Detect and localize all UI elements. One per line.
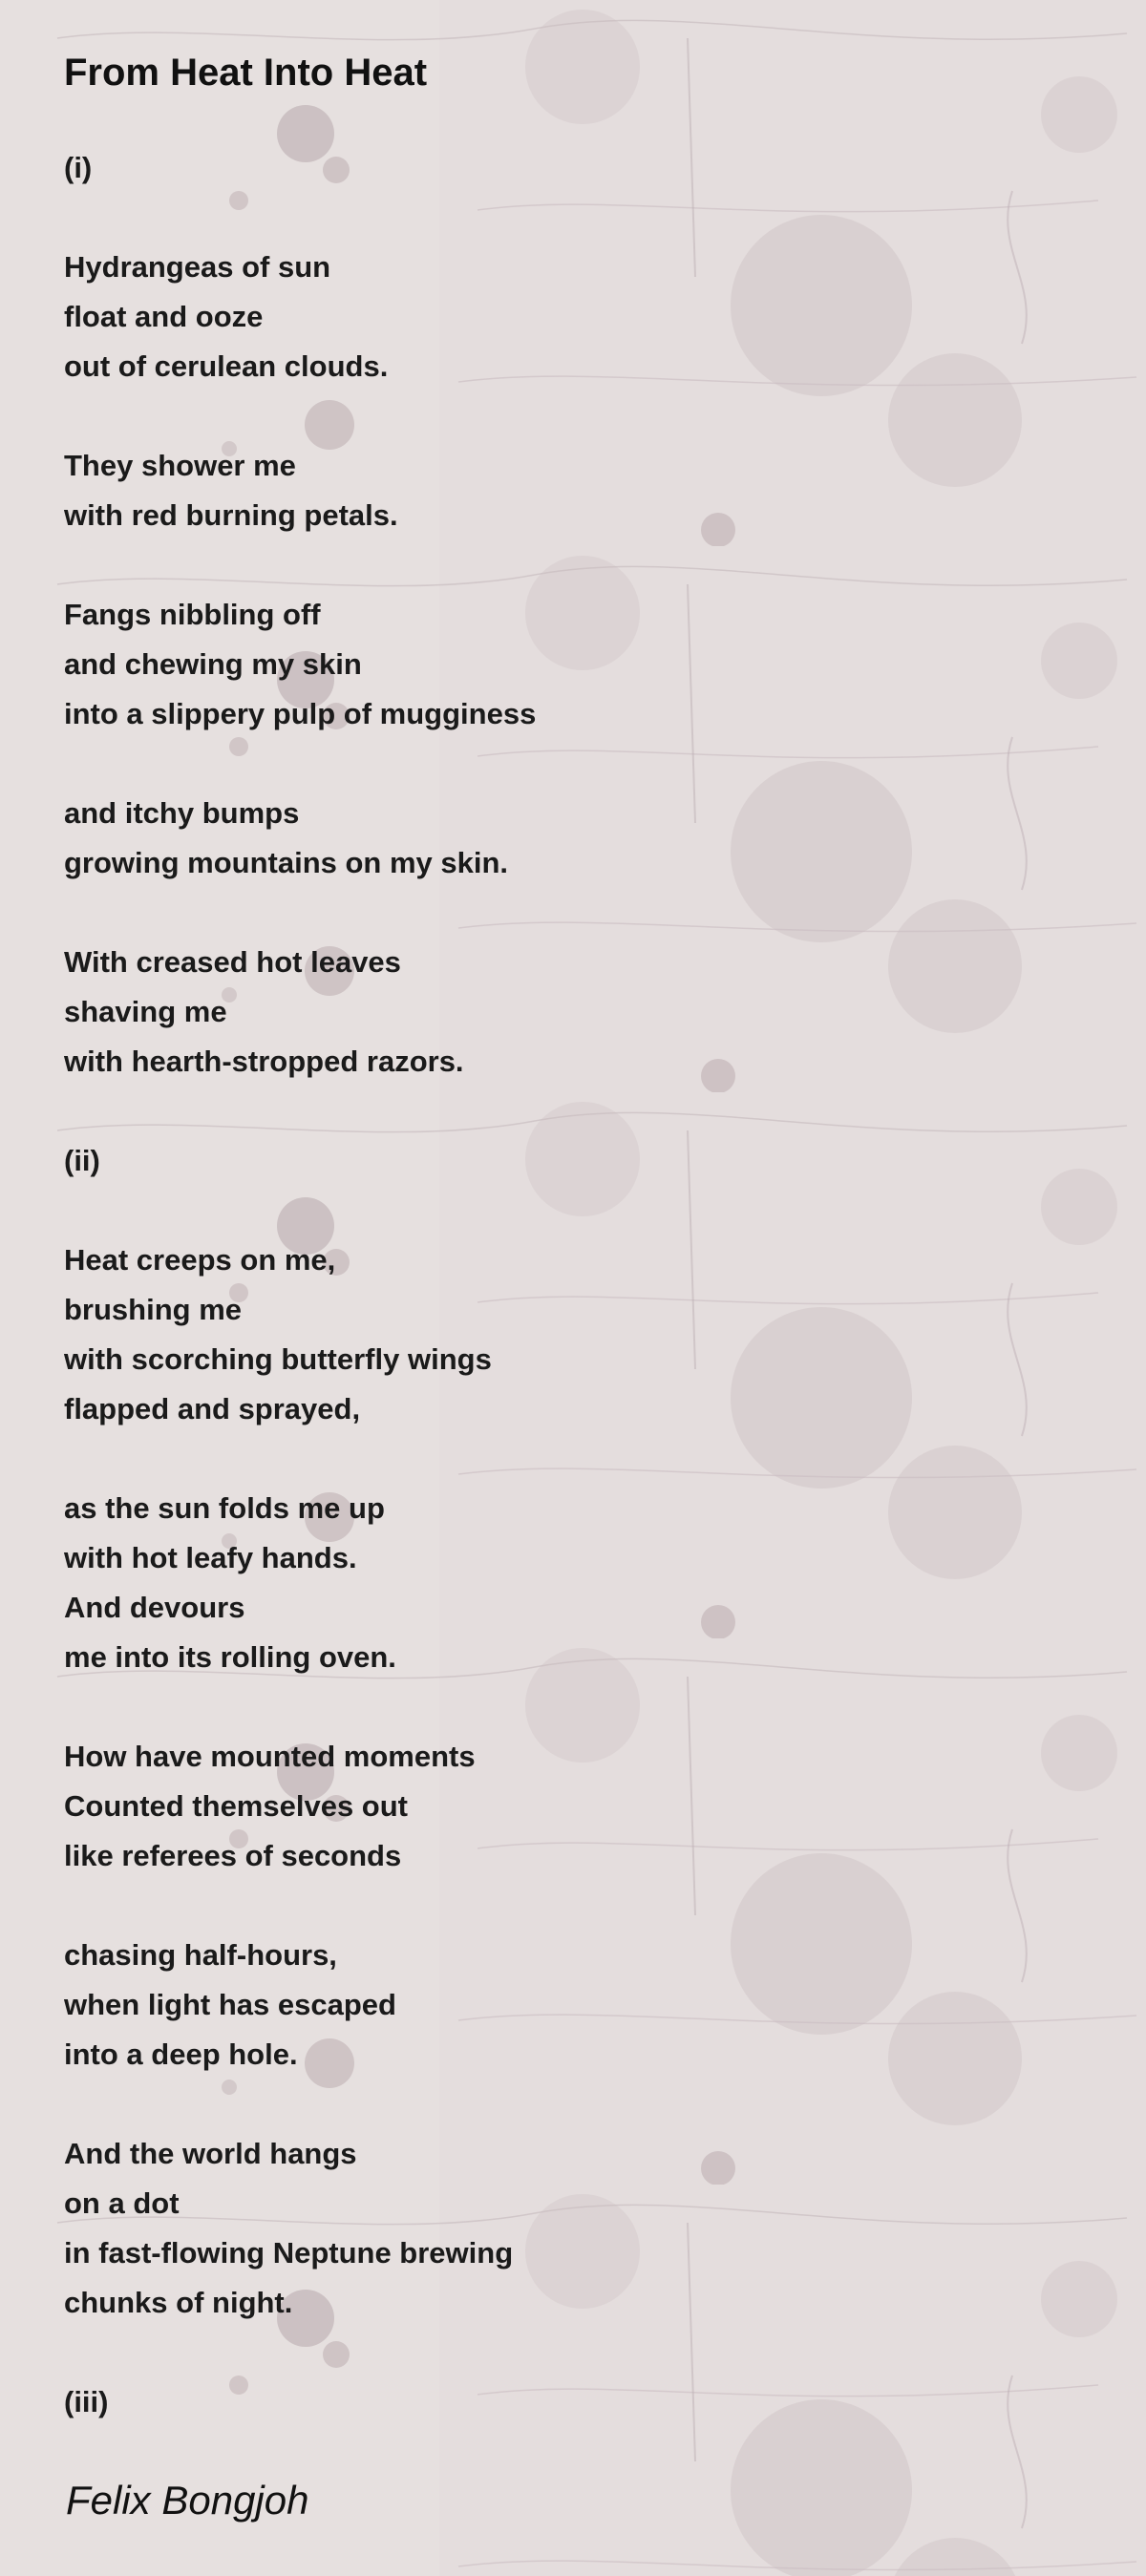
poem-title: From Heat Into Heat (64, 52, 428, 94)
poem-line: with hearth-stropped razors. (64, 1045, 464, 1078)
poem-line: Fangs nibbling off (64, 598, 321, 631)
poem-line: with scorching butterfly wings (64, 1342, 492, 1376)
poem-line: out of cerulean clouds. (64, 349, 389, 383)
poem-line: They shower me (64, 449, 296, 482)
poem-line: in fast-flowing Neptune brewing (64, 2236, 514, 2270)
poem-line: With creased hot leaves (64, 945, 401, 979)
poem-line: And the world hangs (64, 2137, 357, 2170)
stanza-gap (64, 1186, 536, 1235)
poem-line: like referees of seconds (64, 1839, 402, 1872)
stanza-gap (64, 193, 536, 243)
poem-line: (iii) (64, 2385, 109, 2418)
poem-line: shaving me (64, 995, 227, 1028)
poem-line: on a dot (64, 2186, 180, 2220)
stanza-gap (64, 1682, 536, 1732)
poem-line: flapped and sprayed, (64, 1392, 361, 1425)
stanza-gap (64, 739, 536, 789)
poem-line: with hot leafy hands. (64, 1541, 357, 1574)
poem-line: chunks of night. (64, 2286, 293, 2319)
poem-line: How have mounted moments (64, 1740, 476, 1773)
poem-line: brushing me (64, 1293, 243, 1326)
stanza-gap (64, 540, 536, 590)
poem-line: me into its rolling oven. (64, 1640, 396, 1674)
poem-line: And devours (64, 1591, 245, 1624)
stanza-gap (64, 1881, 536, 1931)
stanza-gap (64, 2080, 536, 2129)
poem-line: and itchy bumps (64, 796, 300, 830)
poem-line: and chewing my skin (64, 647, 362, 681)
poem-line: (ii) (64, 1144, 100, 1177)
poem-line: with red burning petals. (64, 498, 398, 532)
poem-line: growing mountains on my skin. (64, 846, 509, 879)
poem-line: Hydrangeas of sun (64, 250, 331, 284)
poem-author[interactable]: Felix Bongjoh (66, 2478, 309, 2523)
poem-line: Heat creeps on me, (64, 1243, 336, 1277)
poem-line: chasing half-hours, (64, 1938, 337, 1972)
stanza-gap (64, 391, 536, 441)
stanza-gap (64, 2328, 536, 2377)
poem-line: float and ooze (64, 300, 264, 333)
poem-line: when light has escaped (64, 1988, 396, 2021)
stanza-gap (64, 888, 536, 938)
stanza-gap (64, 1087, 536, 1136)
poem-body (64, 143, 536, 2427)
poem-line: into a slippery pulp of mugginess (64, 697, 537, 730)
stanza-gap (64, 1434, 536, 1484)
poem-line: as the sun folds me up (64, 1491, 385, 1525)
poem-line: Counted themselves out (64, 1789, 408, 1823)
poem-line: into a deep hole. (64, 2038, 298, 2071)
poem-line: (i) (64, 151, 93, 184)
